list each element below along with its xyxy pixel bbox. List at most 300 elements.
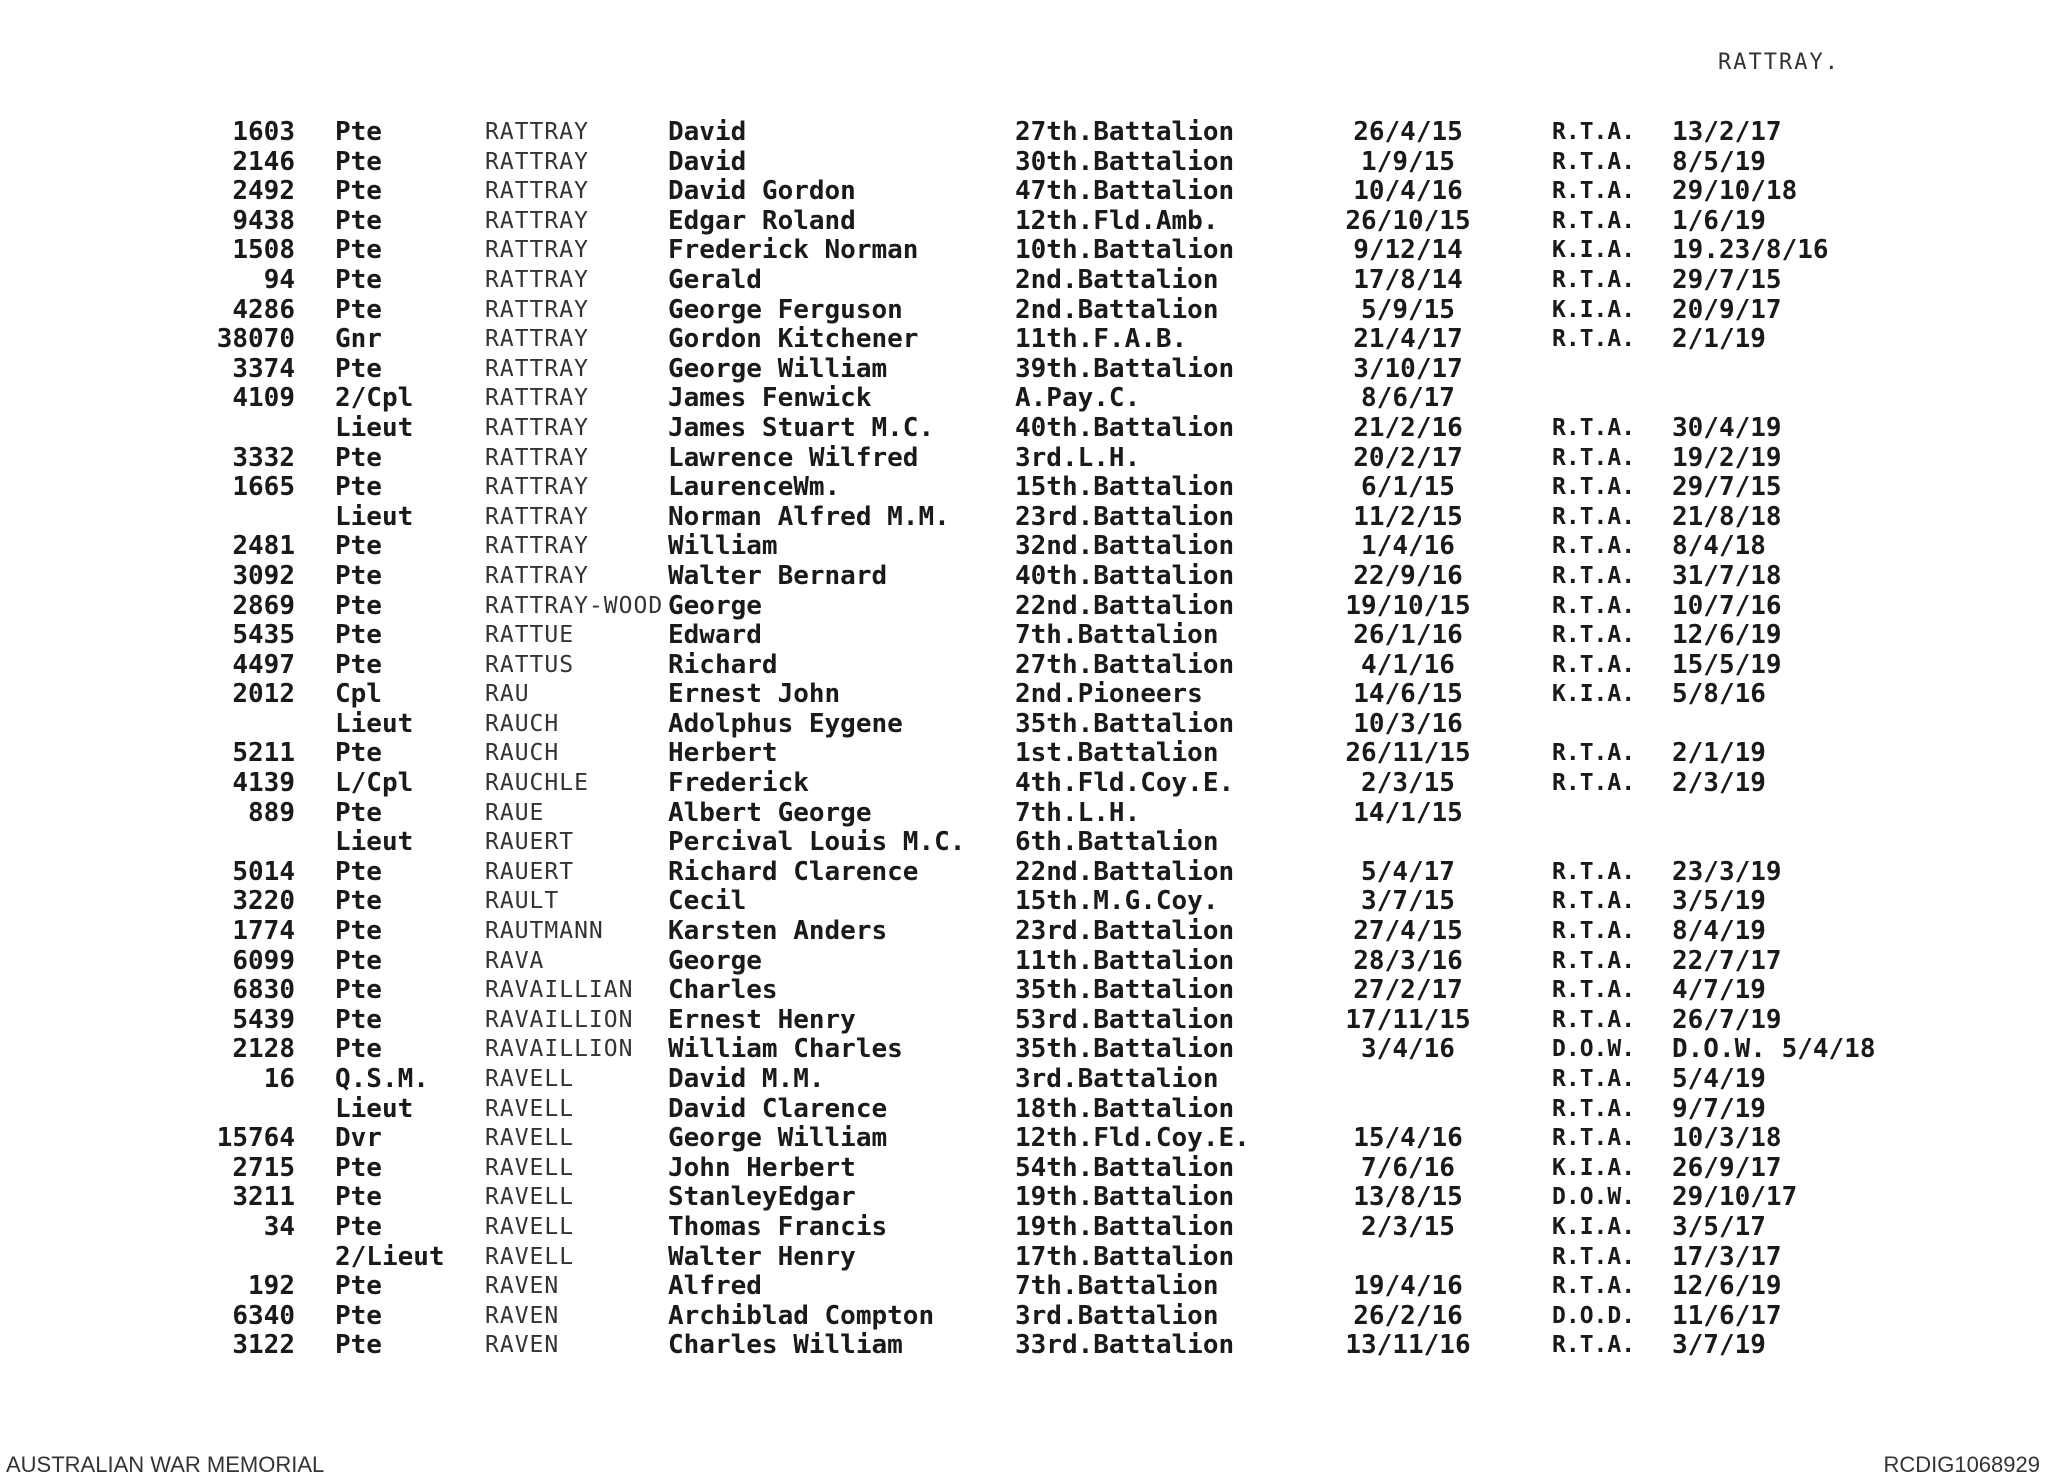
surname: RAULT bbox=[485, 888, 560, 915]
given-names: William Charles bbox=[668, 1034, 903, 1065]
unit: 30th.Battalion bbox=[1015, 146, 1235, 177]
surname: RATTRAY bbox=[485, 385, 589, 412]
enlistment-date: 26/10/15 bbox=[1345, 205, 1471, 236]
enlistment-date: 1/9/15 bbox=[1361, 146, 1455, 177]
unit: 12th.Fld.Amb. bbox=[1015, 205, 1219, 236]
given-names: David M.M. bbox=[668, 1064, 825, 1094]
service-number: 38070 bbox=[216, 324, 295, 355]
fate: R.T.A. bbox=[1552, 977, 1636, 1004]
table-row bbox=[0, 799, 2048, 829]
table-row bbox=[0, 769, 2048, 799]
table-row bbox=[0, 177, 2048, 207]
table-row bbox=[0, 325, 2048, 355]
given-names: Archiblad Compton bbox=[668, 1300, 935, 1331]
unit: 32nd.Battalion bbox=[1015, 531, 1235, 562]
given-names: George bbox=[668, 945, 762, 976]
fate-date: 12/6/19 bbox=[1672, 1271, 1782, 1302]
rank: Pte bbox=[335, 1211, 382, 1242]
unit: 22nd.Battalion bbox=[1015, 856, 1235, 887]
rank: Lieut bbox=[335, 708, 414, 739]
rank: Pte bbox=[335, 235, 382, 266]
table-row bbox=[0, 828, 2048, 858]
unit: 7th.Battalion bbox=[1015, 1271, 1219, 1302]
roll-list bbox=[0, 118, 2048, 1361]
unit: 17th.Battalion bbox=[1015, 1241, 1235, 1272]
service-number: 2715 bbox=[232, 1152, 295, 1183]
surname: RAVELL bbox=[485, 1095, 575, 1122]
enlistment-date: 27/4/15 bbox=[1353, 916, 1463, 947]
fate-date: 13/2/17 bbox=[1672, 117, 1782, 147]
service-number: 889 bbox=[248, 797, 295, 828]
given-names: George Ferguson bbox=[668, 294, 903, 325]
table-row bbox=[0, 976, 2048, 1006]
enlistment-date: 11/2/15 bbox=[1353, 501, 1463, 532]
surname: RATTRAY bbox=[485, 474, 589, 501]
surname: RATTRAY bbox=[485, 266, 589, 293]
service-number: 6830 bbox=[232, 975, 295, 1006]
table-row bbox=[0, 562, 2048, 592]
enlistment-date: 5/4/17 bbox=[1361, 856, 1455, 887]
enlistment-date: 26/1/16 bbox=[1353, 620, 1463, 651]
rank: 2/Lieut bbox=[335, 1241, 445, 1272]
footer-identifier: RCDIG1068929 bbox=[1883, 1452, 2040, 1477]
service-number: 4497 bbox=[232, 649, 295, 680]
surname: RAUCH bbox=[485, 740, 560, 767]
table-row bbox=[0, 887, 2048, 917]
fate-date: 9/7/19 bbox=[1672, 1093, 1766, 1124]
unit: 12th.Fld.Coy.E. bbox=[1015, 1123, 1250, 1154]
fate: D.O.W. bbox=[1552, 1184, 1636, 1211]
enlistment-date: 13/8/15 bbox=[1353, 1182, 1463, 1213]
fate: R.T.A. bbox=[1552, 178, 1636, 205]
fate: R.T.A. bbox=[1552, 533, 1636, 560]
rank: Pte bbox=[335, 531, 382, 562]
fate: R.T.A. bbox=[1552, 1066, 1636, 1092]
fate: R.T.A. bbox=[1552, 562, 1636, 589]
enlistment-date: 6/1/15 bbox=[1361, 472, 1455, 503]
rank: Pte bbox=[335, 117, 382, 147]
table-row bbox=[0, 1154, 2048, 1184]
given-names: James Fenwick bbox=[668, 383, 872, 414]
fate: K.I.A. bbox=[1552, 237, 1636, 264]
surname: RAVELL bbox=[485, 1154, 575, 1181]
enlistment-date: 10/4/16 bbox=[1353, 176, 1463, 207]
fate-date: 23/3/19 bbox=[1672, 856, 1782, 887]
fate-date: 1/6/19 bbox=[1672, 205, 1766, 236]
fate: D.O.W. bbox=[1552, 1036, 1636, 1063]
fate: R.T.A. bbox=[1552, 1095, 1636, 1122]
table-row bbox=[0, 1243, 2048, 1273]
given-names: Edgar Roland bbox=[668, 205, 856, 236]
given-names: Herbert bbox=[668, 738, 778, 769]
unit: 35th.Battalion bbox=[1015, 1034, 1235, 1065]
table-row bbox=[0, 621, 2048, 651]
table-row bbox=[0, 236, 2048, 266]
service-number: 3092 bbox=[232, 560, 295, 591]
surname: RAVEN bbox=[485, 1302, 560, 1329]
rank: Dvr bbox=[335, 1123, 382, 1154]
given-names: Charles William bbox=[668, 1330, 903, 1361]
given-names: George William bbox=[668, 1123, 888, 1154]
fate: R.T.A. bbox=[1552, 1273, 1636, 1300]
unit: 40th.Battalion bbox=[1015, 412, 1235, 443]
fate-date: 19.23/8/16 bbox=[1672, 235, 1829, 266]
unit: 18th.Battalion bbox=[1015, 1093, 1235, 1124]
fate: K.I.A. bbox=[1552, 296, 1636, 323]
page-header-title: RATTRAY. bbox=[1718, 50, 1840, 75]
surname: RATTRAY bbox=[485, 296, 589, 323]
table-row bbox=[0, 1302, 2048, 1332]
service-number: 1603 bbox=[232, 117, 295, 147]
surname: RATTRAY bbox=[485, 562, 589, 589]
service-number: 94 bbox=[263, 264, 295, 295]
fate-date: 29/7/15 bbox=[1672, 264, 1782, 295]
fate-date: 31/7/18 bbox=[1672, 560, 1782, 591]
service-number: 5014 bbox=[232, 856, 295, 887]
given-names: David bbox=[668, 117, 747, 147]
given-names: Adolphus Eygene bbox=[668, 708, 903, 739]
given-names: Gordon Kitchener bbox=[668, 324, 919, 355]
table-row bbox=[0, 651, 2048, 681]
rank: Pte bbox=[335, 353, 382, 384]
given-names: Walter Bernard bbox=[668, 560, 888, 591]
table-row bbox=[0, 473, 2048, 503]
rank: Pte bbox=[335, 620, 382, 651]
table-row bbox=[0, 592, 2048, 622]
fate-date: 2/3/19 bbox=[1672, 768, 1766, 799]
rank: Pte bbox=[335, 738, 382, 769]
enlistment-date: 26/4/15 bbox=[1353, 117, 1463, 147]
surname: RATTRAY-WOOD bbox=[485, 592, 664, 619]
given-names: William bbox=[668, 531, 778, 562]
enlistment-date: 17/11/15 bbox=[1345, 1004, 1471, 1035]
surname: RATTRAY bbox=[485, 355, 589, 382]
service-number: 5211 bbox=[232, 738, 295, 769]
surname: RAUERT bbox=[485, 829, 575, 856]
surname: RAVAILLIAN bbox=[485, 977, 634, 1004]
table-row bbox=[0, 532, 2048, 562]
surname: RATTRAY bbox=[485, 119, 589, 145]
table-row bbox=[0, 207, 2048, 237]
service-number: 5439 bbox=[232, 1004, 295, 1035]
rank: Pte bbox=[335, 1300, 382, 1331]
surname: RATTRAY bbox=[485, 207, 589, 234]
enlistment-date: 13/11/16 bbox=[1345, 1330, 1471, 1361]
rank: Pte bbox=[335, 649, 382, 680]
enlistment-date: 3/10/17 bbox=[1353, 353, 1463, 384]
given-names: George bbox=[668, 590, 762, 621]
service-number: 3374 bbox=[232, 353, 295, 384]
surname: RATTUE bbox=[485, 622, 575, 649]
unit: 19th.Battalion bbox=[1015, 1182, 1235, 1213]
enlistment-date: 17/8/14 bbox=[1353, 264, 1463, 295]
surname: RAUCHLE bbox=[485, 770, 589, 797]
service-number: 2481 bbox=[232, 531, 295, 562]
surname: RAVA bbox=[485, 947, 545, 974]
fate-date: 26/9/17 bbox=[1672, 1152, 1782, 1183]
fate-date: 30/4/19 bbox=[1672, 412, 1782, 443]
enlistment-date: 1/4/16 bbox=[1361, 531, 1455, 562]
given-names: Frederick Norman bbox=[668, 235, 919, 266]
fate: D.O.D. bbox=[1552, 1302, 1636, 1329]
fate: K.I.A. bbox=[1552, 681, 1636, 708]
enlistment-date: 28/3/16 bbox=[1353, 945, 1463, 976]
fate-date: 19/2/19 bbox=[1672, 442, 1782, 473]
fate-date: 29/10/18 bbox=[1672, 176, 1798, 207]
service-number: 4109 bbox=[232, 383, 295, 414]
given-names: John Herbert bbox=[668, 1152, 856, 1183]
service-number: 1508 bbox=[232, 235, 295, 266]
service-number: 3122 bbox=[232, 1330, 295, 1361]
rank: Cpl bbox=[335, 679, 382, 710]
enlistment-date: 22/9/16 bbox=[1353, 560, 1463, 591]
unit: 1st.Battalion bbox=[1015, 738, 1219, 769]
surname: RAVEN bbox=[485, 1332, 560, 1359]
table-row bbox=[0, 296, 2048, 326]
given-names: Edward bbox=[668, 620, 762, 651]
fate: R.T.A. bbox=[1552, 651, 1636, 678]
unit: 2nd.Battalion bbox=[1015, 294, 1219, 325]
surname: RATTRAY bbox=[485, 414, 589, 441]
rank: Pte bbox=[335, 442, 382, 473]
rank: Lieut bbox=[335, 1093, 414, 1124]
given-names: Richard Clarence bbox=[668, 856, 919, 887]
rank: Pte bbox=[335, 176, 382, 207]
rank: Pte bbox=[335, 975, 382, 1006]
surname: RATTRAY bbox=[485, 148, 589, 175]
surname: RAVELL bbox=[485, 1184, 575, 1211]
given-names: Walter Henry bbox=[668, 1241, 856, 1272]
table-row bbox=[0, 1272, 2048, 1302]
unit: 53rd.Battalion bbox=[1015, 1004, 1235, 1035]
unit: 27th.Battalion bbox=[1015, 649, 1235, 680]
table-row bbox=[0, 1213, 2048, 1243]
table-row bbox=[0, 1331, 2048, 1361]
rank: Pte bbox=[335, 146, 382, 177]
fate: R.T.A. bbox=[1552, 503, 1636, 530]
given-names: Alfred bbox=[668, 1271, 762, 1302]
surname: RAVELL bbox=[485, 1066, 575, 1092]
service-number: 3220 bbox=[232, 886, 295, 917]
rank: Pte bbox=[335, 1330, 382, 1361]
enlistment-date: 26/11/15 bbox=[1345, 738, 1471, 769]
fate: R.T.A. bbox=[1552, 918, 1636, 945]
unit: 22nd.Battalion bbox=[1015, 590, 1235, 621]
fate-date: 29/10/17 bbox=[1672, 1182, 1798, 1213]
table-row bbox=[0, 739, 2048, 769]
fate: R.T.A. bbox=[1552, 740, 1636, 767]
fate: R.T.A. bbox=[1552, 119, 1636, 145]
table-row bbox=[0, 444, 2048, 474]
table-row bbox=[0, 1124, 2048, 1154]
surname: RAVELL bbox=[485, 1243, 575, 1270]
unit: 4th.Fld.Coy.E. bbox=[1015, 768, 1235, 799]
rank: Pte bbox=[335, 1271, 382, 1302]
service-number: 3211 bbox=[232, 1182, 295, 1213]
service-number: 5435 bbox=[232, 620, 295, 651]
surname: RAVELL bbox=[485, 1213, 575, 1240]
rank: Pte bbox=[335, 264, 382, 295]
rank: Pte bbox=[335, 294, 382, 325]
unit: 54th.Battalion bbox=[1015, 1152, 1235, 1183]
given-names: StanleyEdgar bbox=[668, 1182, 856, 1213]
service-number: 34 bbox=[263, 1211, 295, 1242]
unit: 2nd.Pioneers bbox=[1015, 679, 1203, 710]
surname: RAU bbox=[485, 681, 530, 708]
unit: 3rd.L.H. bbox=[1015, 442, 1141, 473]
unit: 3rd.Battalion bbox=[1015, 1064, 1219, 1094]
surname: RATTRAY bbox=[485, 326, 589, 353]
enlistment-date: 21/4/17 bbox=[1353, 324, 1463, 355]
enlistment-date: 19/4/16 bbox=[1353, 1271, 1463, 1302]
service-number: 2146 bbox=[232, 146, 295, 177]
table-row bbox=[0, 148, 2048, 178]
enlistment-date: 2/3/15 bbox=[1361, 768, 1455, 799]
fate-date: 20/9/17 bbox=[1672, 294, 1782, 325]
surname: RATTRAY bbox=[485, 237, 589, 264]
fate-date: 17/3/17 bbox=[1672, 1241, 1782, 1272]
unit: 27th.Battalion bbox=[1015, 117, 1235, 147]
fate: R.T.A. bbox=[1552, 1332, 1636, 1359]
enlistment-date: 3/7/15 bbox=[1361, 886, 1455, 917]
enlistment-date: 20/2/17 bbox=[1353, 442, 1463, 473]
rank: Lieut bbox=[335, 501, 414, 532]
fate: R.T.A. bbox=[1552, 1006, 1636, 1033]
fate-date: 15/5/19 bbox=[1672, 649, 1782, 680]
enlistment-date: 2/3/15 bbox=[1361, 1211, 1455, 1242]
enlistment-date: 27/2/17 bbox=[1353, 975, 1463, 1006]
table-row bbox=[0, 266, 2048, 296]
unit: 6th.Battalion bbox=[1015, 827, 1219, 858]
table-row bbox=[0, 858, 2048, 888]
given-names: Percival Louis M.C. bbox=[668, 827, 966, 858]
surname: RAVAILLION bbox=[485, 1036, 634, 1063]
given-names: Gerald bbox=[668, 264, 762, 295]
fate: R.T.A. bbox=[1552, 858, 1636, 885]
fate-date: 8/4/19 bbox=[1672, 916, 1766, 947]
table-row bbox=[0, 1183, 2048, 1213]
service-number: 1774 bbox=[232, 916, 295, 947]
rank: Pte bbox=[335, 1152, 382, 1183]
surname: RATTRAY bbox=[485, 503, 589, 530]
fate-date: 8/4/18 bbox=[1672, 531, 1766, 562]
rank: Pte bbox=[335, 1004, 382, 1035]
enlistment-date: 14/6/15 bbox=[1353, 679, 1463, 710]
table-row bbox=[0, 680, 2048, 710]
given-names: David Clarence bbox=[668, 1093, 888, 1124]
enlistment-date: 19/10/15 bbox=[1345, 590, 1471, 621]
fate-date: 2/1/19 bbox=[1672, 738, 1766, 769]
service-number: 1665 bbox=[232, 472, 295, 503]
table-row bbox=[0, 1006, 2048, 1036]
service-number: 2492 bbox=[232, 176, 295, 207]
fate: R.T.A. bbox=[1552, 414, 1636, 441]
given-names: David bbox=[668, 146, 747, 177]
fate: R.T.A. bbox=[1552, 1125, 1636, 1152]
fate-date: 29/7/15 bbox=[1672, 472, 1782, 503]
fate: K.I.A. bbox=[1552, 1154, 1636, 1181]
unit: 11th.Battalion bbox=[1015, 945, 1235, 976]
surname: RAVELL bbox=[485, 1125, 575, 1152]
enlistment-date: 5/9/15 bbox=[1361, 294, 1455, 325]
unit: 7th.L.H. bbox=[1015, 797, 1141, 828]
service-number: 15764 bbox=[216, 1123, 295, 1154]
rank: Lieut bbox=[335, 827, 414, 858]
enlistment-date: 8/6/17 bbox=[1361, 383, 1455, 414]
enlistment-date: 3/4/16 bbox=[1361, 1034, 1455, 1065]
fate-date: 8/5/19 bbox=[1672, 146, 1766, 177]
service-number: 6099 bbox=[232, 945, 295, 976]
rank: Gnr bbox=[335, 324, 382, 355]
service-number: 192 bbox=[248, 1271, 295, 1302]
fate: R.T.A. bbox=[1552, 207, 1636, 234]
unit: 23rd.Battalion bbox=[1015, 916, 1235, 947]
fate: R.T.A. bbox=[1552, 148, 1636, 175]
enlistment-date: 7/6/16 bbox=[1361, 1152, 1455, 1183]
footer-institution: AUSTRALIAN WAR MEMORIAL bbox=[6, 1452, 325, 1477]
service-number: 16 bbox=[263, 1064, 295, 1094]
enlistment-date: 10/3/16 bbox=[1353, 708, 1463, 739]
rank: Pte bbox=[335, 797, 382, 828]
surname: RAUCH bbox=[485, 710, 560, 737]
unit: 3rd.Battalion bbox=[1015, 1300, 1219, 1331]
fate-date: 12/6/19 bbox=[1672, 620, 1782, 651]
fate-date: 11/6/17 bbox=[1672, 1300, 1782, 1331]
rank: 2/Cpl bbox=[335, 383, 414, 414]
given-names: Ernest John bbox=[668, 679, 841, 710]
enlistment-date: 15/4/16 bbox=[1353, 1123, 1463, 1154]
surname: RAUTMANN bbox=[485, 918, 604, 945]
rank: Pte bbox=[335, 1034, 382, 1065]
surname: RATTRAY bbox=[485, 178, 589, 205]
unit: 15th.Battalion bbox=[1015, 472, 1235, 503]
fate-date: 4/7/19 bbox=[1672, 975, 1766, 1006]
fate-date: 22/7/17 bbox=[1672, 945, 1782, 976]
rank: Pte bbox=[335, 916, 382, 947]
enlistment-date: 14/1/15 bbox=[1353, 797, 1463, 828]
table-row bbox=[0, 503, 2048, 533]
unit: 10th.Battalion bbox=[1015, 235, 1235, 266]
unit: 11th.F.A.B. bbox=[1015, 324, 1188, 355]
given-names: Frederick bbox=[668, 768, 809, 799]
service-number: 2012 bbox=[232, 679, 295, 710]
fate: K.I.A. bbox=[1552, 1213, 1636, 1240]
given-names: Albert George bbox=[668, 797, 872, 828]
enlistment-date: 21/2/16 bbox=[1353, 412, 1463, 443]
fate: R.T.A. bbox=[1552, 592, 1636, 619]
enlistment-date: 4/1/16 bbox=[1361, 649, 1455, 680]
service-number: 6340 bbox=[232, 1300, 295, 1331]
table-row bbox=[0, 1065, 2048, 1095]
unit: 2nd.Battalion bbox=[1015, 264, 1219, 295]
fate-date: 21/8/18 bbox=[1672, 501, 1782, 532]
fate-date: 5/4/19 bbox=[1672, 1064, 1766, 1094]
table-row bbox=[0, 947, 2048, 977]
table-row bbox=[0, 355, 2048, 385]
fate-date: 26/7/19 bbox=[1672, 1004, 1782, 1035]
fate: R.T.A. bbox=[1552, 947, 1636, 974]
surname: RATTUS bbox=[485, 651, 575, 678]
given-names: Cecil bbox=[668, 886, 747, 917]
given-names: Charles bbox=[668, 975, 778, 1006]
fate: R.T.A. bbox=[1552, 444, 1636, 471]
table-row bbox=[0, 118, 2048, 148]
rank: Pte bbox=[335, 945, 382, 976]
unit: A.Pay.C. bbox=[1015, 383, 1141, 414]
surname: RATTRAY bbox=[485, 444, 589, 471]
enlistment-date: 26/2/16 bbox=[1353, 1300, 1463, 1331]
fate: R.T.A. bbox=[1552, 622, 1636, 649]
